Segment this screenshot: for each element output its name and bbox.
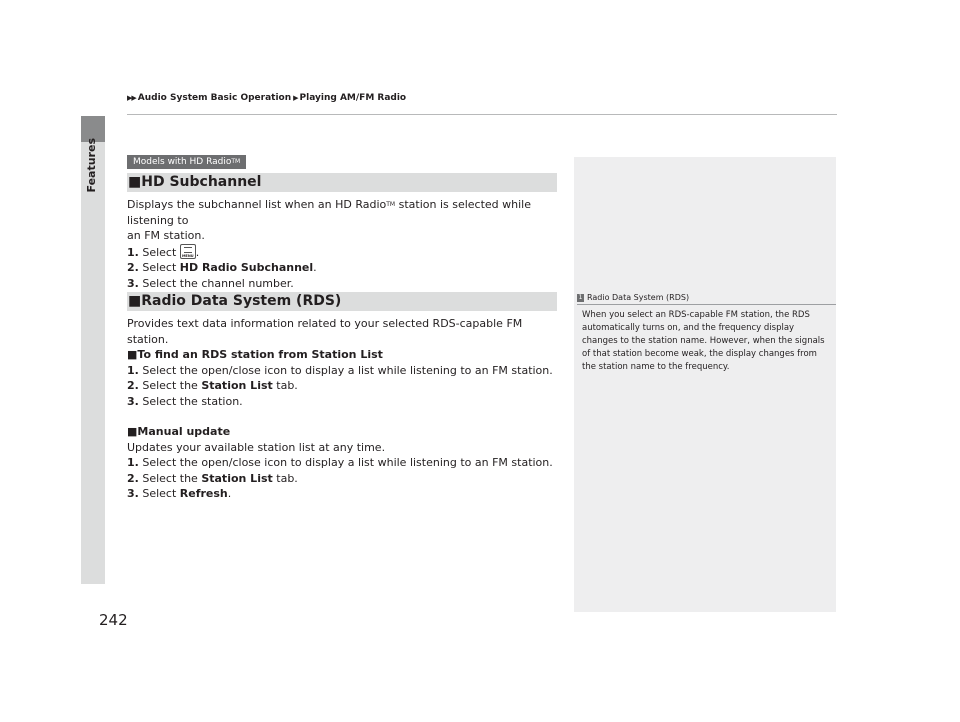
note-title-text: Radio Data System (RDS) — [587, 293, 690, 302]
step-text: Select the — [138, 471, 202, 485]
refresh-term: Refresh — [179, 487, 228, 501]
step-number: 2. — [127, 471, 139, 485]
note-title — [577, 293, 689, 302]
rds-intro: Provides text data information related to your selected RDS-capable FM station. — [127, 317, 523, 346]
step-number: 1. — [127, 245, 139, 259]
step-text: Select — [138, 261, 180, 275]
breadcrumb-link-audio[interactable]: Audio System Basic Operation — [137, 93, 292, 103]
hd-intro: Displays the subchannel list when an HD Radio™ station is selected while listening to an FM station. 1. Select MENU. 2. Select HD Radio Subchannel. 3. Select the channel number. — [127, 197, 567, 292]
subheading-manual-update: Manual update — [137, 425, 231, 438]
note-body: When you select an RDS-capable FM station, the RDS automatically turns on, and the frequency display changes to the station name. However, when the signals of that station become weak, the display changes from the station name to the frequency. — [582, 310, 825, 372]
hd-intro-part: an FM station. — [127, 229, 205, 243]
step-text: Select the channel number. — [138, 276, 294, 290]
step-text: . — [313, 261, 317, 275]
header-divider — [127, 114, 837, 115]
model-badge-text: Models with HD Radio — [133, 157, 232, 167]
side-note-panel — [574, 157, 836, 612]
breadcrumb-arrows-icon: ▶▶ — [127, 94, 136, 102]
menu-icon — [180, 244, 196, 259]
subheading-find-station: To find an RDS station from Station List — [137, 348, 383, 361]
square-bullet-icon: ■ — [128, 293, 142, 309]
note-divider — [577, 304, 836, 305]
station-list-term: Station List — [201, 379, 273, 393]
step-text: . — [227, 487, 232, 501]
section-heading-rds — [127, 292, 557, 311]
breadcrumb — [127, 93, 406, 103]
model-badge-tm: TM — [231, 158, 241, 165]
step-text: Select the open/close icon to display a list while listening to an FM station. — [138, 456, 553, 470]
step-text: Select the — [138, 379, 202, 393]
hd-intro-tm: TM — [386, 201, 396, 208]
step-number: 2. — [127, 379, 139, 393]
step-text: Select the open/close icon to display a list while listening to an FM station. — [138, 363, 553, 377]
step-text: Select — [138, 487, 180, 501]
section-heading-hd-subchannel — [127, 173, 557, 192]
step-text: Select — [138, 245, 180, 259]
manual-intro: Updates your available station list at any time. — [127, 440, 386, 454]
rds-find-steps — [127, 347, 567, 409]
hd-intro-part: Displays the subchannel list when an HD Radio — [127, 198, 387, 211]
step-text: tab. — [272, 379, 298, 393]
step-number: 3. — [127, 276, 139, 290]
note-marker-icon: 1 — [578, 293, 583, 301]
page-number: 242 — [99, 611, 128, 629]
step-number: 1. — [127, 456, 139, 470]
square-bullet-icon: ■ — [127, 348, 138, 361]
step-text: tab. — [272, 471, 298, 485]
step-number: 2. — [127, 261, 139, 275]
breadcrumb-link-radio[interactable]: Playing AM/FM Radio — [299, 93, 407, 103]
step-number: 1. — [127, 363, 139, 377]
breadcrumb-separator-icon: ▶ — [293, 94, 298, 102]
step-number: 3. — [127, 394, 139, 408]
section-heading-text: HD Subchannel — [141, 174, 262, 190]
rds-manual-steps — [127, 424, 567, 502]
model-badge — [127, 155, 246, 169]
station-list-term: Station List — [201, 471, 273, 485]
section-heading-text: Radio Data System (RDS) — [141, 293, 342, 309]
hd-radio-subchannel-term: HD Radio Subchannel — [179, 261, 314, 275]
step-text: Select the station. — [138, 394, 243, 408]
step-number: 3. — [127, 487, 139, 501]
chapter-label: Features — [85, 138, 98, 193]
square-bullet-icon: ■ — [128, 174, 142, 190]
hd-intro-part: station is selected while listening to — [127, 198, 532, 227]
square-bullet-icon: ■ — [127, 425, 138, 438]
